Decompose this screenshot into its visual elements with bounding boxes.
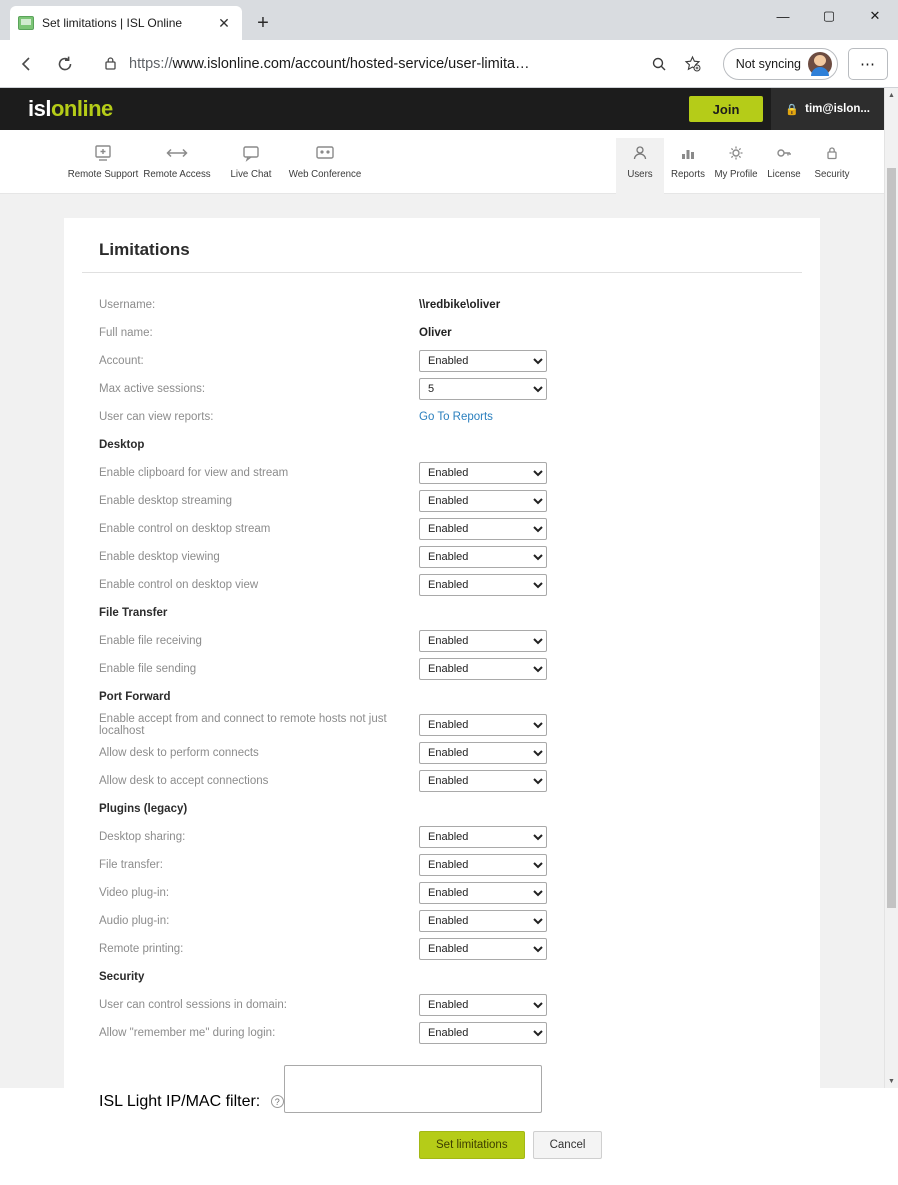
maximize-button[interactable]: ▢ [822,8,836,23]
row-audio-plugin [99,907,802,935]
window-close-button[interactable]: ✕ [869,8,881,23]
page-icon [18,16,34,30]
live-chat-icon [241,142,261,164]
audio-plugin-select[interactable] [419,910,547,932]
row-remote-printing [99,935,802,963]
nav-label: Security [814,169,850,180]
row-view-reports [99,403,802,431]
row-enable-desktop-streaming [99,487,802,515]
form-actions [99,1131,802,1159]
row-video-plugin [99,879,802,907]
nav-label: My Profile [714,169,758,180]
row-ip-mac-filter [99,1065,802,1113]
nav-label: Live Chat [230,169,272,180]
header-right [681,88,884,130]
row-label: File transfer: [99,859,163,871]
remote-printing-select[interactable] [419,938,547,960]
nav-label: Remote Support [67,169,139,180]
url-path: /account/hosted-service/user-limita… [291,55,530,72]
license-icon [775,142,793,164]
nav-item-web-conference[interactable] [288,138,362,180]
section-heading-file-transfer: File Transfer [99,607,168,619]
remote-support-icon [93,142,113,164]
row-label: Full name: [99,327,153,339]
scroll-up-icon[interactable]: ▲ [888,91,895,99]
enable-file-receiving-select[interactable] [419,630,547,652]
browser-tab[interactable] [10,6,242,40]
address-bar[interactable] [92,49,713,79]
row-account [99,347,802,375]
section-heading-desktop: Desktop [99,439,145,451]
url-host: www.islonline.com [172,55,291,72]
main-navigation [0,130,884,194]
username-value: \\redbike\oliver [419,299,501,311]
nav-item-remote-access[interactable] [140,138,214,180]
row-file-transfer-plugin [99,851,802,879]
page-title: Limitations [82,240,802,273]
profile-button[interactable] [723,48,838,80]
enable-accept-remote-hosts-select[interactable] [419,714,547,736]
max-sessions-select[interactable] [419,378,547,400]
enable-control-desktop-view-select[interactable] [419,574,547,596]
nav-label: Web Conference [288,169,362,180]
back-icon[interactable] [10,47,44,81]
reports-icon [679,142,697,164]
desktop-sharing-select[interactable] [419,826,547,848]
site-header [0,88,884,130]
row-control-sessions-domain [99,991,802,1019]
row-allow-desk-accept-connections [99,767,802,795]
row-fullname [99,319,802,347]
cancel-button[interactable]: Cancel [533,1131,603,1159]
close-icon[interactable]: ✕ [218,14,230,31]
url-text[interactable] [129,56,638,72]
remember-me-select[interactable] [419,1022,547,1044]
row-label: Enable control on desktop view [99,579,259,591]
row-label: Account: [99,355,144,367]
row-label: Allow desk to accept connections [99,775,269,787]
enable-file-sending-select[interactable] [419,658,547,680]
file-transfer-plugin-select[interactable] [419,854,547,876]
ip-mac-filter-label: ISL Light IP/MAC filter: [99,1093,261,1110]
nav-item-live-chat[interactable] [214,138,288,180]
padlock-icon: 🔒 [785,103,800,116]
profile-gear-icon [727,142,745,164]
more-options-icon[interactable]: ⋯ [848,48,888,80]
limitations-card [64,218,820,1185]
avatar [808,52,832,76]
nav-item-reports[interactable] [664,138,712,194]
allow-desk-accept-connections-select[interactable] [419,770,547,792]
row-label [99,1065,284,1111]
row-max-sessions [99,375,802,403]
row-label: Audio plug-in: [99,915,170,927]
enable-control-desktop-stream-select[interactable] [419,518,547,540]
web-conference-icon [314,142,336,164]
help-icon[interactable]: ? [271,1095,284,1108]
product-nav [66,138,362,180]
video-plugin-select[interactable] [419,882,547,904]
minimize-button[interactable]: — [776,8,790,24]
scroll-down-icon[interactable]: ▼ [888,1077,895,1085]
row-label: Allow "remember me" during login: [99,1027,276,1039]
web-page [0,88,884,1151]
row-username [99,291,802,319]
window-controls [760,0,898,32]
nav-label: Users [627,169,653,180]
ip-mac-filter-input[interactable] [284,1065,542,1113]
row-enable-file-sending [99,655,802,683]
row-label: Enable control on desktop stream [99,523,271,535]
title-bar [0,0,898,40]
section-heading-security: Security [99,971,145,983]
row-label: Enable accept from and connect to remote hosts not just localhost [99,713,387,737]
control-sessions-domain-select[interactable] [419,994,547,1016]
limitations-form [82,291,802,1159]
page-scrollbar[interactable] [884,88,898,1088]
remote-access-icon [165,142,189,164]
users-icon [631,142,649,164]
enable-desktop-viewing-select[interactable] [419,546,547,568]
row-label: Remote printing: [99,943,184,955]
nav-item-remote-support[interactable] [66,138,140,180]
row-enable-control-desktop-view [99,571,802,599]
fullname-value: Oliver [419,327,452,339]
row-label: Username: [99,299,156,311]
nav-label: Remote Access [143,169,211,180]
row-remember-me [99,1019,802,1047]
row-label: Enable desktop viewing [99,551,220,563]
account-select[interactable] [419,350,547,372]
magnifier-icon[interactable] [646,51,672,77]
row-enable-clipboard [99,459,802,487]
nav-item-users[interactable] [616,138,664,194]
security-lock-icon [823,142,841,164]
nav-label: License [767,169,801,180]
row-label: Allow desk to perform connects [99,747,259,759]
url-scheme: https:// [129,55,173,72]
row-label: Enable file receiving [99,635,202,647]
join-button[interactable]: Join [689,96,764,122]
row-desktop-sharing [99,823,802,851]
profile-label: Not syncing [735,56,801,71]
logo-isl: isl [28,96,51,121]
enable-desktop-streaming-select[interactable] [419,490,547,512]
page-viewport [0,88,898,1151]
scrollbar-thumb[interactable] [887,168,896,908]
star-icon[interactable] [680,51,706,77]
tab-title: Set limitations | ISL Online [42,16,183,30]
nav-item-license[interactable] [760,138,808,194]
set-limitations-button[interactable]: Set limitations [419,1131,525,1159]
row-label: Enable clipboard for view and stream [99,467,289,479]
nav-item-security[interactable] [808,138,856,194]
row-label: Desktop sharing: [99,831,186,843]
nav-item-my-profile[interactable] [712,138,760,194]
account-menu[interactable] [771,88,884,130]
row-enable-desktop-viewing [99,543,802,571]
logo-online: online [50,96,113,121]
reload-icon[interactable] [48,47,82,81]
nav-label: Reports [671,169,705,180]
row-label: User can view reports: [99,411,214,423]
allow-desk-perform-connects-select[interactable] [419,742,547,764]
browser-toolbar [0,40,898,88]
lock-icon [99,53,121,75]
row-enable-control-desktop-stream [99,515,802,543]
row-label: Max active sessions: [99,383,206,395]
enable-clipboard-select[interactable] [419,462,547,484]
section-heading-plugins: Plugins (legacy) [99,803,188,815]
account-email-label: tim@islon... [805,103,870,115]
row-label: Enable file sending [99,663,197,675]
row-enable-file-receiving [99,627,802,655]
section-heading-port-forward: Port Forward [99,691,171,703]
row-enable-accept-remote-hosts [99,711,802,739]
account-nav [616,138,856,194]
row-label: Enable desktop streaming [99,495,232,507]
new-tab-button[interactable]: + [257,11,269,34]
row-label: User can control sessions in domain: [99,999,287,1011]
isl-online-logo[interactable] [28,96,113,122]
content-area [0,194,884,1185]
go-to-reports-link[interactable]: Go To Reports [419,411,493,423]
row-label: Video plug-in: [99,887,170,899]
row-allow-desk-perform-connects [99,739,802,767]
